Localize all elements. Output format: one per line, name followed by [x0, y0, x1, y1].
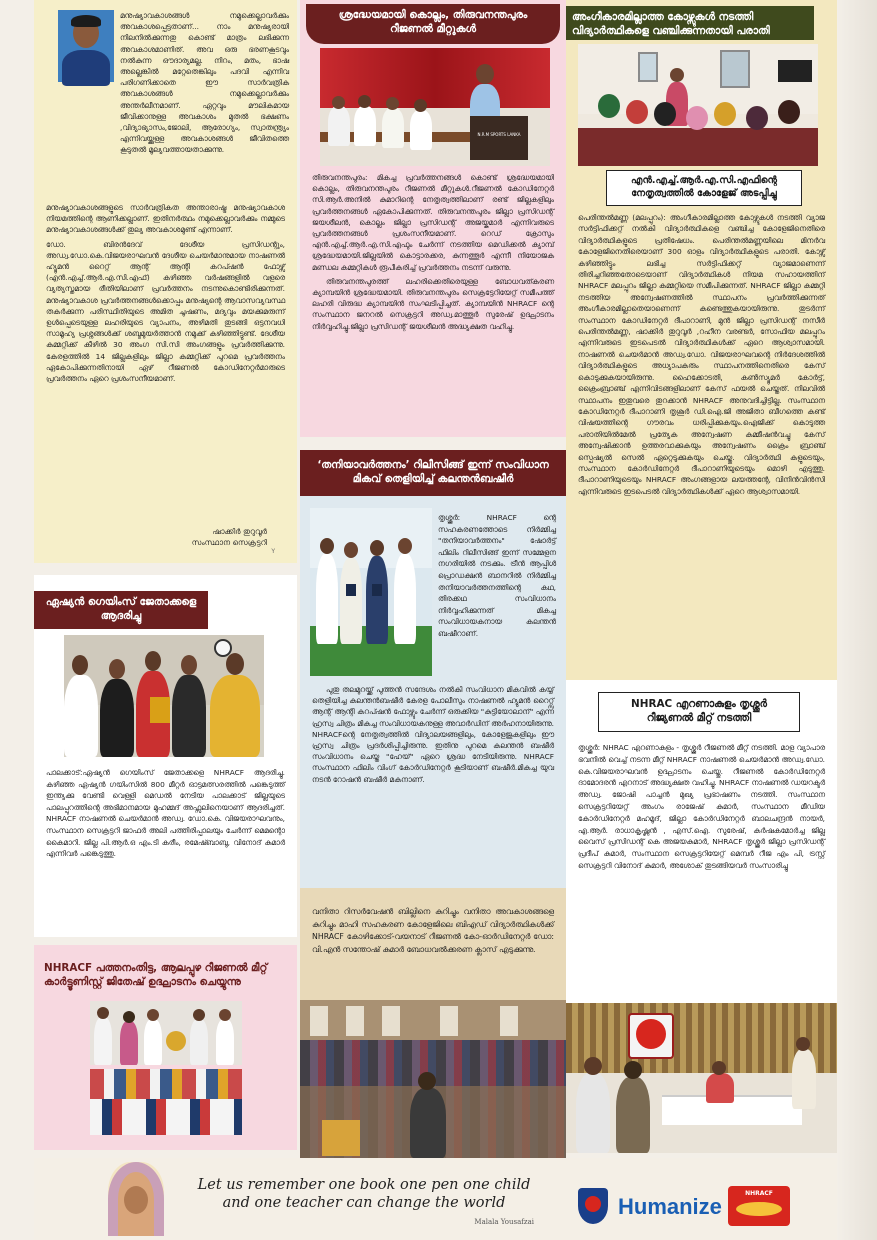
kollam-headline: ശ്രദ്ധേയമായി കൊല്ലം, തിരുവനന്തപുരം റീജണൽ മീറ്റുകൾ: [306, 4, 560, 44]
rights-paragraph-2: മനുഷ്യാവകാശങ്ങളുടെ സാർവത്രികത അന്താരാഷ്ട്ര മനുഷ്യാവകാശ നിയമത്തിന്റെ ആണിക്കല്ലാണ്. ഇതിനർത്ഥം നമുക്കെല്ലാവർക്കും നമ്മുടെ മനുഷ്യാവകാശങ്ങൾക്ക് തുല്യ അവകാശമുണ്ട് എന്നാണ്.: [46, 203, 285, 235]
asian-games-photo: [64, 635, 264, 757]
page-mark: Y: [271, 548, 275, 555]
asian-games-paragraph-1: പാലക്കാട്:ഏഷ്യൻ ഗെയിംസ് ജേതാക്കളെ NHRACF ആദരിച്ചു. കഴിഞ്ഞ ഏഷ്യൻ ഗയിംസിൽ 800 മീറ്റർ ഓട്ടമത്സരത്തിൽ പങ്കെടുത്ത് ഇന്ത്യക്കു വേണ്ടി വെള്ളി മെഡൽ നേടിയ പാലക്കാട് ജില്ലയുടെ പാലപ്പുറത്തിന്റെ അഭിമാനമായ മുഹമ്മദ് അഫ്സലിനെയാണ് ആദരിച്ചത്. NHRACF നാഷണൽ ചെയർമാൻ അഡ്വ. ഡോ.കെ. വിജയരാഘവനും, സംസ്ഥാന സെക്രട്ടറി ജാഫർ അലി പത്തിരിപ്പാലയും ചേർന്ന് മെമന്റൊ കൈമാറി. ജില്ല പി.ആർ.ഒ എം.ടി കരീം, രമേഷ്ബാബു, വിനോദ് കുമാർ എന്നിവർ പങ്കെടുത്തു.: [46, 768, 285, 859]
quote-author: Malala Yousafzai: [474, 1218, 534, 1226]
rights-paragraph-1a: മനുഷ്യാവകാശങ്ങൾ നമുക്കെല്ലാവർക്കും അവകാശപ്പെട്ടതാണ്... നാം മനുഷ്യരായി നിലനിൽക്കുന്നതു കൊണ്ട് മാത്രം ലഭിക്കുന്ന അവകാശമാണിത്. അവ ഒരു ഭരണകൂടവും നൽകുന്ന ഔദാര്യമല്ല. നിറം, മതം, ഭാഷ അല്ലെങ്കിൽ മറ്റേതെങ്കിലും പദവി എന്നിവ പരിഗണിക്കാതെ ഈ സാർവത്രിക അവകാശങ്ങൾ നമുക്കെല്ലാവർക്കും അന്തർലീനമാണ്. ഏറ്റവും മൗലികമായ ജീവിക്കാനുള്ള അവകാശം മുതൽ ഭക്ഷണം ,വിദ്യാഭ്യാസം,ജോലി, ആരോഗ്യം, സ്വാതന്ത്ര്യം എന്നിവയ്ക്കുള്ള അവകാശങ്ങൾ ജീവിതത്തെ കൂടുതൽ മൂല്യവത്തായതാക്കുന്നു.: [120, 11, 289, 155]
humanize-logo: Humanize: [618, 1194, 722, 1219]
pathanamthitta-article: [34, 945, 297, 1150]
quote-line-2: and one teacher can change the world: [222, 1195, 506, 1211]
rights-paragraph-3: ഡോ. ബിരൻദേവ് ദേശീയ പ്രസിഡന്റും, അഡ്വ.ഡോ.കെ.വിജയരാഘവൻ ദേശീയ ചെയർമാനുമായ നാഷണൽ ഹ്യൂമൻ റൈറ്റ് ആന്റ് ആന്റി കറപ്ഷൻ ഫോഴ്സ് (എൻ.എച്ച്.ആർ.എ.സി.എഫ്) കഴിഞ്ഞ വർഷങ്ങളിൽ വളരെ വ്യത്യസ്തമായ രീതിയിലാണ് പ്രവർത്തനം നടന്നുകൊണ്ടിരിക്കുന്നത്. മനുഷ്യാവകാശ പ്രവർത്തനങ്ങൾക്കൊപ്പം മനുഷ്യന്റെ ആവാസവ്യവസ്ഥ തകർക്കുന്ന പരിസ്ഥിതിയുടെ അമിത ചൂഷണം, മദ്യവും മയക്കുമരുന്ന് ഉൾപ്പെടെയുള്ള ലഹരിയുടെ വ്യാപനം, അഴിമതി തുടങ്ങി ഒട്ടനവധി സാമൂഹ്യ പ്രശ്നങ്ങൾക്ക് ശബ്ദമുയർത്താൻ നമുക്ക് കഴിഞ്ഞിട്ടുണ്ട്. ദേശീയ കമ്മറ്റിക്ക് കീഴിൽ 30 അംഗ സി.സി അംഗങ്ങളും പ്രവർത്തിക്കുന്നു. കേരളത്തിൽ 14 ജില്ലകളിലും ജില്ലാ കമ്മറ്റിക്ക് പുറമെ പ്രവർത്തനം ഏകോപിക്കുന്നതിനായി ഏഴ് റീജണൽ കോഡിനേറ്റർമാരുടെ പ്രവർത്തനം ഏറെ പ്രശംസനീയമാണ്.: [46, 239, 285, 384]
rights-signature: [34, 526, 297, 548]
film-release-photo: [310, 508, 432, 676]
film-paragraph-2: പുതു തലമുറയ്ക്ക് പുത്തൻ സന്ദേശം നൽകി സംവിധാന മികവിൽ കയ്യ് തെളിയിച്ച കലന്തൻബഷീർ കേരള പോലീസും നാഷണൽ ഹ്യുമൻ റൈറ്റ്സ് ആന്റ് ആന്റി കറപ്ഷൻ ഫോഴ്സും ചേർന്ന് ഒരുക്കിയ "കുട്ടിയോലാന്" എന്ന ഹ്രസ്വ ചിത്രം മികച്ച സംവിധായകനുള്ള അവാർഡിന് അർഹനായിരുന്നു. NHRACFന്റെ നേതൃത്വത്തിൽ വിദ്യാലയങ്ങളിലും, കോളേജുകളിലും ഈ ഹ്രസ്വ ചിത്രം പ്രദർശിപ്പിച്ചിരുന്നു. ഇതിനു പുറമെ കലന്തൻ ബഷീർ സംവിധാനം ചെയ്ത "ഹേയ്" ഏറെ ശ്രദ്ധ നേടിയിരുന്നു. NHRACF സംസ്ഥാന ഫിലിം വിംഗ് കോർഡിനേറ്റർ കൂടിയാണ് ബഷീർ.മികച്ച യുവ നടൻ റോഷൻ ബഷീർ മകനാണ്.: [312, 685, 554, 784]
fake-courses-subhead: എൻ.എച്ച്.ആർ.എ.സി.എഫിന്റെ നേതൃത്വത്തിൽ കോളേജ് അടപ്പിച്ചു: [606, 170, 802, 206]
signature-role: സംസ്ഥാന സെക്രട്ടറി: [191, 538, 267, 547]
film-paragraph-1: തൃശ്ശൂർ: NHRACF ന്റെ സഹകരണത്തോടെ നിർമ്മിച്ച "തനിയാവർത്തനം" ഷോർട്ട് ഫിലിം റിലീസിങ്ങ് ഇന്ന് സമ്മേളന നഗരിയിൽ നടക്കും. ട്രീൻ ആപ്പിൾ പ്രൊഡക്ഷൻ ബാനറിൽ നിർമ്മിച്ച തനിയാവർത്തനത്തിന്റെ കഥ, തിരക്കഥ സംവിധാനം നിർവ്വഹിക്കുന്നത് മികച്ച സംവിധായകനായ കലന്തൻ ബഷീറാണ്.: [438, 513, 556, 638]
ernakulam-article: [566, 680, 837, 1003]
shield-logo-icon: [578, 1188, 608, 1224]
nhracf-badge: [728, 1186, 790, 1226]
ernakulam-paragraph-1: തൃശ്ശൂർ: NHRAC എറണാകുളം - തൃശ്ശൂർ റീജണൽ മീറ്റ് നടത്തി. മാള വ്യാപാര ഭവനിൽ വെച്ച് നടന്ന മീറ്റ് NHRACF നാഷണൽ ചെയർമാൻ അഡ്വ.ഡോ. കെ.വിജയരാഘവൻ ഉദ്ഘാടനം ചെയ്തു. റീജണൽ കോർഡിനേറ്റർ ദാമോദരൻ എറനാട് അദ്ധ്യക്ഷത വഹിച്ചു. NHRACF നാഷണൽ ഡയറക്ടർ അഡ്വ. ജോഷി പാച്ചൻ മുഖ്യ പ്രഭാഷണം നടത്തി. സംസ്ഥാന സെക്രട്ടറിയേറ്റ് അംഗം രാജേഷ് കുമാർ, സംസ്ഥാന മീഡിയ കോർഡിനേറ്റർ മഹമൂദ്, ജില്ലാ കോർഡിനേറ്റർ ബാലചന്ദ്രൻ നായർ, എ.ആർ. രാധാകൃഷ്ണൻ , എസ്.ഐ. സുരേഷ്, കർഷകമോർച്ച ജില്ല വൈസ് പ്രസിഡന്റ് കെ അജയകുമാർ, NHRACF തൃശ്ശൂർ ജില്ലാ പ്രസിഡന്റ് പ്രദീപ് കുമാർ, സംസ്ഥാന സെക്രട്ടറിയേറ്റ് മെമ്പർ റീജ എം പി, ട്രസ്റ്റ് സെക്രട്ടറി വിനോദ് കുമാർ, അശോക് തുടങ്ങിയവർ സംസാരിച്ചു: [578, 743, 825, 870]
pathanamthitta-headline: NHRACF പത്തനംതിട്ട, ആലപ്പുഴ റീജണൽ മീറ്റ് കാർട്ടൂണിസ്റ്റ് ജിതേഷ് ഉദ്ഘാടനം ചെയ്യുന്നു: [44, 962, 268, 988]
classroom-photo: [578, 44, 818, 166]
fake-courses-article: [566, 0, 837, 680]
page-edge: [837, 0, 877, 1240]
kollam-meeting-photo: [320, 48, 550, 166]
pathanamthitta-photo-2: [90, 1069, 242, 1135]
nhracf-badge-text: NHRACF: [745, 1190, 773, 1197]
signature-name: ഷാക്കിർ തുറുവൂർ: [212, 527, 267, 536]
quote-line-1: Let us remember one book one pen one child: [197, 1177, 531, 1193]
regional-meet-photo: [566, 1003, 837, 1153]
film-headline: ‘തനിയാവർത്തനം’ റിലീസിങ്ങ് ഇന്ന് സംവിധാന മികവ് തെളിയിച്ച് കലന്തൻബഷീർ: [300, 450, 566, 496]
author-portrait: [58, 10, 114, 82]
asian-games-headline: ഏഷ്യൻ ഗെയിംസ് ജേതാക്കളെ ആദരിച്ചു: [34, 591, 208, 629]
women-paragraph-1: വനിതാ റിസർവേഷൻ ബില്ലിനെ കുറിച്ചും വനിതാ അവകാശങ്ങളെ കുറിച്ചും മാഹി സഹകരണ കോളേജിലെ ബിഎഡ് വിദ്യാർത്ഥികൾക്ക് NHRACF കോഴിക്കോട്-വയനാട് റീജണൽ കോ-ഓർഡിനേറ്റർ ഡോ: വി.എൻ സന്തോഷ് കുമാർ ബോധവൽക്കരണ ക്ലാസ് എടുക്കുന്നു.: [312, 907, 554, 954]
auditorium-photo: [300, 1000, 566, 1158]
ernakulam-headline: NHRAC എറണാകുളം തൃശ്ശൂർ റീജ്യണൽ മീറ്റ് നടത്തി: [598, 692, 800, 732]
fake-courses-paragraph-1: പെരിന്തൽമണ്ണ (മലപ്പുറം): അംഗീകാരമില്ലാത്ത കോഴ്സുകൾ നടത്തി വ്യാജ സർട്ടിഫിക്കറ്റ് നൽകി വിദ്യാർത്ഥികളെ വഞ്ചിച്ച കോളേജിനെതിരെ വിദ്യാർത്ഥികളുടെ പ്രതിഷേധം. പെരിന്തൽമണ്ണയിലെ മിനർവ കോളേജിനെതിരെയാണ് 300 ഓളം വിദ്യാർത്ഥികളുടെ പരാതി. കോഴ്സ് കഴിഞ്ഞിട്ടും ലഭിച്ച സർട്ടിഫിക്കറ്റ് വ്യാജമാണെന്ന് തിരിച്ചറിഞ്ഞതോടെയാണ് വിദ്യാർത്ഥികൾ നിയമ സഹായത്തിന് NHRACF മലപ്പുറം ജില്ലാ കമ്മറ്റിയെ സമീപിക്കുന്നത്. NHRACF ജില്ലാ കമ്മറ്റി നടത്തിയ അന്വേഷണത്തിൽ സ്ഥാപനം പ്രവർത്തിക്കുന്നത് അംഗീകാരമില്ലാതെയാണെന്ന് കണ്ടെത്തുകയായിരുന്നു. തുടർന്ന് സംസ്ഥാന കോഡിനേറ്റർ ദീപാറാണി, മുൻ ജില്ലാ പ്രസിഡന്റ് നസീർ പെരിന്തൽമണ്ണ, ഷാക്കിർ തുറുവൂർ ,റഹീന വരണ്ടർ, സോഫിയ മലപ്പുറം എന്നിവരുടെ ഇടപെടൽ വിദ്യാർത്ഥികൾക്ക് ഏറെ ആശ്വാസമായി. നാഷണൽ ചെയർമാൻ അഡ്വ.ഡോ. വിജയരാഘവന്റെ നിർദേശത്തിൽ വിദ്യാർത്ഥികളുടെ അധ്യാപകരും സ്ഥാപനത്തിനെതിരെ കേസ് കൊടുക്കുകയായിരുന്നു. ഹൈക്കോടതി, കൺസ്യൂമർ കോർട്ട്, ക്രൈംബ്രാഞ്ച് എന്നിവിടങ്ങളിലാണ് കേസ് ഫയൽ ചെയ്തത്. നിലവിൽ സ്ഥാപനം ഇതുവരെ തുറക്കാൻ NHRACF അനുവദിച്ചിട്ടില്ല. സംസ്ഥാന കോഡിനേറ്റർ ദീപാറാണി തൃശൂർ ഡി.ഐ.ജി അജിതാ ബീഗത്തെ കണ്ട് വിഷയത്തിന്റെ ഗൗരവം ധരിപ്പിക്കുകയും.ഐജിക്ക് കൊടുത്ത പരാതിയിൽമേൽ പ്രത്യേക അന്വേഷണ കമ്മീഷൻവച്ചു കേസ് അന്വേഷിക്കാൻ ഉത്തരവാക്കുകയും അന്വേഷണം ക്രൈം ബ്രാഞ്ച് സ്പെഷ്യൽ സെൽ ഏറ്റെടുക്കുകയും ചെയ്തു. വിദ്യാർത്ഥി കളുടെയും, സംസ്ഥാന കോർഡിനേറ്റർ ദീപാറാണിയുടെയും മൊഴി എടുത്തു. ദീപാറാണിയുടെയും NHRACF അംഗങ്ങളായ ലയത്തന്റേ, വിനിൻവിൻസി എന്നിവരുടെ ഇടപെടൽ വിദ്യാർത്ഥികൾക്ക് ഏറെ ആശ്വാസമായി.: [578, 213, 825, 496]
kollam-article: [300, 0, 566, 437]
asian-games-article: [34, 575, 297, 937]
rights-article: [34, 0, 297, 563]
pathanamthitta-photo-1: [90, 1001, 242, 1065]
malala-illustration: [108, 1162, 164, 1236]
women-rights-article: [300, 888, 566, 1158]
fake-courses-headline: അംഗീകാരമില്ലാത്ത കോഴ്സുകൾ നടത്തി വിദ്യാർത്ഥികളെ വഞ്ചിക്കുന്നതായി പരാതി: [566, 6, 814, 40]
kollam-paragraph-1: തിരുവനന്തപുരം: മികച്ച പ്രവർത്തനങ്ങൾ കൊണ്ട് ശ്രദ്ധേയമായി കൊല്ലം, തിരുവനന്തപുരം റീജണൽ മീറ്റുകൾ.റീജണൽ കോഡിനേറ്റർ സി.ആർ.അനിൽ കുമാറിന്റെ നേതൃത്വത്തിലാണ് രണ്ട് ജില്ലകളിലും പ്രവർത്തനങ്ങൾ ഏകോപിക്കുന്നത്. തിരുവനന്തപുരം ജില്ലാ പ്രസിഡന്റ് ജയശീലൻ, കൊല്ലം ജില്ലാ പ്രസിഡന്റ് അജയ്കുമാർ എന്നിവരുടെ പ്രവർത്തനങ്ങൾ പ്രശംസനീയമാണ്. റെഡ് ക്രോസും എൻ.എച്ച്.ആർ.എ.സി.എഫും ചേർന്ന് നടത്തിയ മെഡിക്കൽ ക്യാമ്പ് ശ്രദ്ധേയമായി.ജില്ലയിൽ കൊട്ടാരക്കര, കുന്നത്തൂർ എന്നീ നിയോജക മണ്ഡല കമ്മറ്റികൾ രൂപീകരിച്ച് പ്രവർത്തനം നടന്ന് വരുന്നു.: [312, 173, 554, 272]
podium-banner: N.R.M SPORTS LANKA: [477, 132, 521, 137]
footer-band: [34, 1158, 837, 1240]
film-article: [300, 450, 566, 888]
kollam-paragraph-2: തിരുവനന്തപുരത്ത് ലഹരിക്കെതിരെയുള്ള ബോധവത്കരണ ക്യാമ്പയിൻ ശ്രദ്ധേയമായി. തിരുവനന്തപുരം സെക്രട്ടേറിയേറ്റ് സമീപത്ത് ലഹരി വിരുദ്ധ ക്യാമ്പയിൻ സംഘടിപ്പിച്ചത്. ക്യാമ്പയിൻ NHRACF ന്റെ സംസ്ഥാന ജനറൽ സെക്രട്ടറി അഡ്വ.മാത്തൂർ സുരേഷ് ഉദ്ഘാടനം നിർവ്വഹിച്ചു.ജില്ലാ പ്രസിഡന്റ് ജയശീലൻ അദ്ധ്യക്ഷത വഹിച്ചു.: [312, 276, 554, 331]
